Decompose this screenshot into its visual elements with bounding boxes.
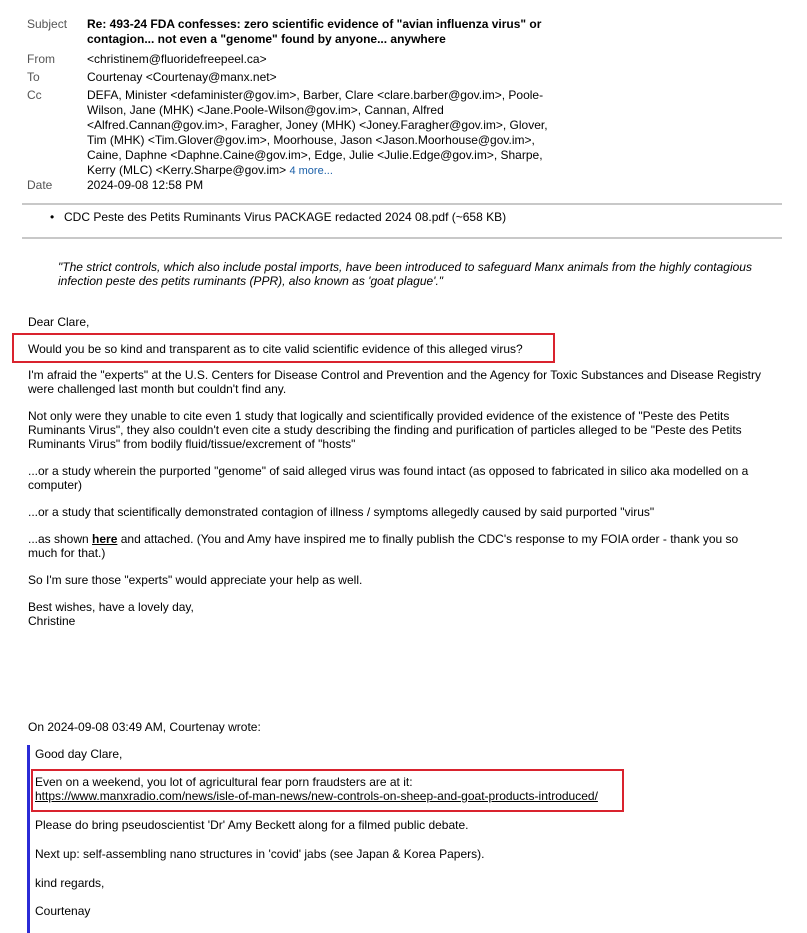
reply-line: Even on a weekend, you lot of agricultural fear porn fraudsters are at it: xyxy=(35,775,413,789)
paragraph-line: I'm afraid the "experts" at the U.S. Centers for Disease Control and Prevention and the Agency for Toxic Substances and Disease Registry xyxy=(28,368,761,382)
quote-bar xyxy=(27,745,30,933)
cc-line: <Alfred.Cannan@gov.im>, Faragher, Joney (MHK) <Joney.Faragher@gov.im>, Glover, xyxy=(87,118,548,132)
cc-more-link[interactable]: 4 more... xyxy=(289,165,333,177)
attachment-divider xyxy=(22,237,782,239)
cc-label: Cc xyxy=(27,88,42,102)
bullet-icon: • xyxy=(50,210,55,224)
paragraph-line xyxy=(28,532,786,546)
manxradio-link[interactable]: https://www.manxradio.com/news/isle-of-man-news/new-controls-on-sheep-and-goat-products-introduced/ xyxy=(35,789,598,803)
quoted-statement xyxy=(58,260,778,288)
attachment-item[interactable] xyxy=(50,210,506,224)
cc-line: Tim (MHK) <Tim.Glover@gov.im>, Moorhouse, Jason <Jason.Moorhouse@gov.im>, xyxy=(87,133,535,147)
date-label: Date xyxy=(27,178,53,192)
cc-line: Caine, Daphne <Daphne.Caine@gov.im>, Edge, Julie <Julie.Edge@gov.im>, Sharpe, xyxy=(87,148,543,162)
paragraph-6: So I'm sure those "experts" would appreciate your help as well. xyxy=(28,573,363,587)
signoff-line: Best wishes, have a lovely day, xyxy=(28,600,194,614)
paragraph-3 xyxy=(28,464,786,492)
greeting: Dear Clare, xyxy=(28,315,90,329)
here-link[interactable]: here xyxy=(92,532,118,546)
reply-paragraph-2: Please do bring pseudoscientist 'Dr' Amy Beckett along for a filmed public debate. xyxy=(35,818,469,832)
reply-link-line xyxy=(35,789,775,803)
paragraph-line: computer) xyxy=(28,478,83,492)
reply-closing: kind regards, xyxy=(35,876,105,890)
reply-paragraph-3: Next up: self-assembling nano structures in 'covid' jabs (see Japan & Korea Papers). xyxy=(35,847,485,861)
p5-pre: ...as shown xyxy=(28,532,93,546)
reply-intro: On 2024-09-08 03:49 AM, Courtenay wrote: xyxy=(28,720,261,734)
cc-line xyxy=(87,163,567,179)
date-value: 2024-09-08 12:58 PM xyxy=(87,178,204,192)
cc-line: Wilson, Jane (MHK) <Jane.Poole-Wilson@gov.im>, Cannan, Alfred xyxy=(87,103,444,117)
header-divider xyxy=(22,203,782,205)
subject-value xyxy=(87,17,567,47)
paragraph-2 xyxy=(28,409,786,451)
p5-post: and attached. (You and Amy have inspired me to finally publish the CDC's response to my FOIA order - thank you so xyxy=(117,532,739,546)
paragraph-line: much for that.) xyxy=(28,546,106,560)
paragraph-4: ...or a study that scientifically demonstrated contagion of illness / symptoms allegedly caused by said purported "virus" xyxy=(28,505,655,519)
from-label: From xyxy=(27,52,55,66)
quote-line: "The strict controls, which also include postal imports, have been introduced to safeguard Manx animals from the highly contagious xyxy=(58,260,752,274)
subject-line: contagion... not even a "genome" found by anyone... anywhere xyxy=(87,32,446,46)
reply-paragraph-1 xyxy=(35,775,775,803)
quote-line: infection peste des petits ruminants (PPR), also known as 'goat plague'." xyxy=(58,274,444,288)
subject-line: Re: 493-24 FDA confesses: zero scientific evidence of "avian influenza virus" or xyxy=(87,17,542,31)
paragraph-line: Not only were they unable to cite even 1 study that logically and scientifically provided evidence of the existence of "Peste des Petits xyxy=(28,409,730,423)
paragraph-5 xyxy=(28,532,786,560)
cc-line-text: Kerry (MLC) <Kerry.Sharpe@gov.im> xyxy=(87,163,287,177)
to-value[interactable]: Courtenay <Courtenay@manx.net> xyxy=(87,70,277,84)
signoff xyxy=(28,600,786,628)
to-label: To xyxy=(27,70,40,84)
cc-value[interactable] xyxy=(87,88,567,179)
signature: Christine xyxy=(28,614,76,628)
paragraph-1 xyxy=(28,368,786,396)
attachment-name[interactable]: CDC Peste des Petits Ruminants Virus PACKAGE redacted 2024 08.pdf (~658 KB) xyxy=(64,210,507,224)
paragraph-line: were challenged last month but couldn't find any. xyxy=(28,382,287,396)
reply-name: Courtenay xyxy=(35,904,91,918)
paragraph-line: ...or a study wherein the purported "genome" of said alleged virus was found intact (as opposed to fabricated in silico aka modelled on a xyxy=(28,464,749,478)
from-value[interactable]: <christinem@fluoridefreepeel.ca> xyxy=(87,52,267,66)
question-text: Would you be so kind and transparent as to cite valid scientific evidence of this alleged virus? xyxy=(28,342,523,356)
reply-greeting: Good day Clare, xyxy=(35,747,123,761)
paragraph-line: Ruminants Virus", they also couldn't even cite a study describing the finding and purification of particles alleged to be "Peste des Petits xyxy=(28,423,742,437)
subject-label: Subject xyxy=(27,17,68,31)
paragraph-line: Ruminants Virus" from bodily fluid/tissue/excrement of "hosts" xyxy=(28,437,356,451)
cc-line: DEFA, Minister <defaminister@gov.im>, Barber, Clare <clare.barber@gov.im>, Poole- xyxy=(87,88,544,102)
